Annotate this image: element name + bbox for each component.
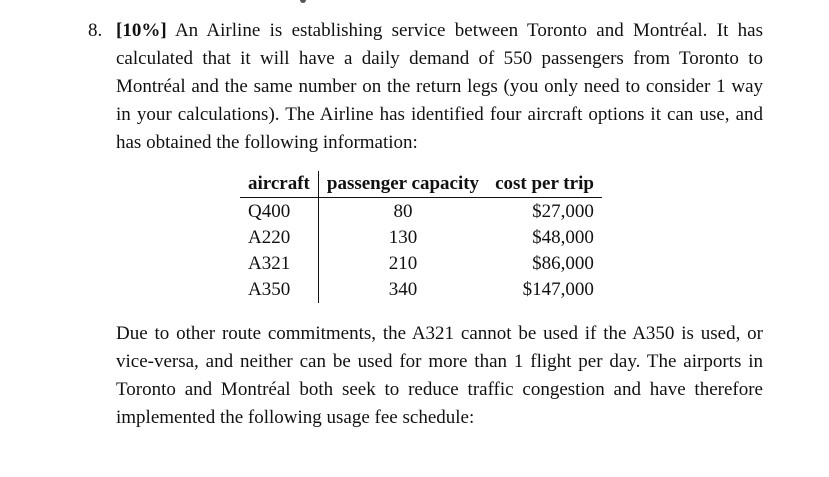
followup-paragraph: Due to other route commitments, the A321 cannot be used if the A350 is used, or vice-versa, and neither can be used for more than 1 flight per day. The airports in Toronto and Montréal both seek to reduce traffic congestion and have therefore implemented the following usage fee schedule: — [116, 323, 763, 428]
question-number: 8. — [88, 20, 103, 41]
table-row — [240, 277, 602, 303]
cell-cost: $48,000 — [532, 227, 594, 248]
aircraft-table — [240, 171, 602, 303]
cell-cost: $27,000 — [532, 201, 594, 222]
intro-paragraph — [116, 17, 763, 157]
cell-capacity: 130 — [388, 227, 418, 248]
header-aircraft: aircraft — [240, 171, 318, 198]
cell-aircraft: A350 — [240, 277, 318, 303]
cell-aircraft: Q400 — [240, 198, 318, 226]
header-cost: cost per trip — [487, 171, 602, 198]
table-row — [240, 225, 602, 251]
problem-8 — [88, 17, 763, 432]
page-top-mark — [300, 0, 306, 3]
cell-cost: $147,000 — [522, 279, 594, 300]
intro-text: An Airline is establishing service between Toronto and Montréal. It has calculated that it will have a daily demand of 550 passengers from Toronto to Montréal and the same number on the return legs (you only need to consider 1 way in your calculations). The Airline has identified four aircraft options it can use, and has obtained the following information: — [116, 20, 763, 153]
table-header-row — [240, 171, 602, 198]
cell-aircraft: A220 — [240, 225, 318, 251]
question-weight: [10%] — [116, 20, 167, 41]
aircraft-table-wrapper — [240, 171, 763, 303]
cell-capacity: 210 — [388, 253, 418, 274]
cell-capacity: 340 — [388, 279, 418, 300]
table-row — [240, 198, 602, 226]
cell-aircraft: A321 — [240, 251, 318, 277]
table-row — [240, 251, 602, 277]
cell-capacity: 80 — [393, 201, 413, 222]
cell-cost: $86,000 — [532, 253, 594, 274]
header-capacity: passenger capacity — [318, 171, 487, 198]
